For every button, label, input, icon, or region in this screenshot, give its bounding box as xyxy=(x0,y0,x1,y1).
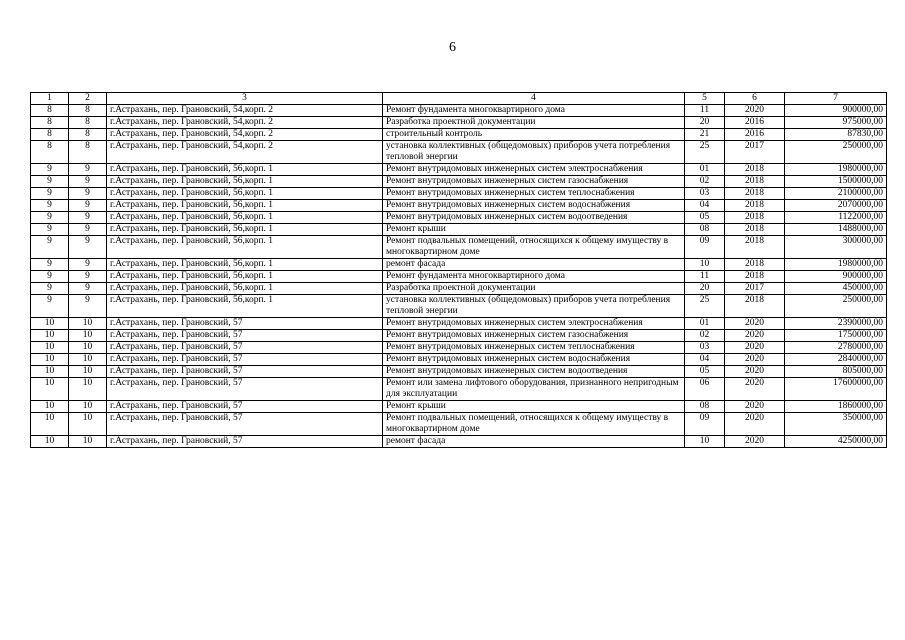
row-index-cell: 10 xyxy=(31,366,69,378)
row-index-cell: 10 xyxy=(31,378,69,401)
house-index-cell: 10 xyxy=(69,330,107,342)
table-row xyxy=(31,105,887,117)
work-type-cell: Ремонт подвальных помещений, относящихся к общему имуществу в многоквартирном доме xyxy=(383,236,685,259)
table-row xyxy=(31,164,887,176)
row-index-cell: 9 xyxy=(31,236,69,259)
work-code-cell: 11 xyxy=(685,105,725,117)
work-code-cell: 01 xyxy=(685,318,725,330)
work-type-cell: Ремонт крыши xyxy=(383,401,685,413)
address-cell: г.Астрахань, пер. Грановский, 56,корп. 1 xyxy=(107,176,383,188)
house-index-cell: 9 xyxy=(69,224,107,236)
address-cell: г.Астрахань, пер. Грановский, 57 xyxy=(107,354,383,366)
house-index-cell: 9 xyxy=(69,295,107,318)
table-row xyxy=(31,271,887,283)
work-type-cell: Ремонт внутридомовых инженерных систем теплоснабжения xyxy=(383,188,685,200)
row-index-cell: 9 xyxy=(31,224,69,236)
address-cell: г.Астрахань, пер. Грановский, 57 xyxy=(107,401,383,413)
table-row xyxy=(31,342,887,354)
cost-cell: 450000,00 xyxy=(785,283,887,295)
work-code-cell: 11 xyxy=(685,271,725,283)
cost-cell: 17600000,00 xyxy=(785,378,887,401)
cost-cell: 1750000,00 xyxy=(785,330,887,342)
cost-cell: 1500000,00 xyxy=(785,176,887,188)
address-cell: г.Астрахань, пер. Грановский, 56,корп. 1 xyxy=(107,283,383,295)
work-type-cell: Ремонт внутридомовых инженерных систем газоснабжения xyxy=(383,330,685,342)
address-cell: г.Астрахань, пер. Грановский, 54,корп. 2 xyxy=(107,117,383,129)
column-number-row xyxy=(31,93,887,105)
column-header: 5 xyxy=(685,93,725,105)
table-row xyxy=(31,330,887,342)
cost-cell: 900000,00 xyxy=(785,105,887,117)
row-index-cell: 10 xyxy=(31,436,69,448)
house-index-cell: 8 xyxy=(69,129,107,141)
table-row xyxy=(31,224,887,236)
house-index-cell: 9 xyxy=(69,212,107,224)
cost-cell: 4250000,00 xyxy=(785,436,887,448)
work-code-cell: 05 xyxy=(685,366,725,378)
year-cell: 2018 xyxy=(725,271,785,283)
cost-cell: 300000,00 xyxy=(785,236,887,259)
table-row xyxy=(31,212,887,224)
house-index-cell: 9 xyxy=(69,259,107,271)
work-type-cell: Разработка проектной документации xyxy=(383,117,685,129)
house-index-cell: 9 xyxy=(69,188,107,200)
house-index-cell: 10 xyxy=(69,436,107,448)
year-cell: 2020 xyxy=(725,378,785,401)
address-cell: г.Астрахань, пер. Грановский, 56,корп. 1 xyxy=(107,224,383,236)
work-code-cell: 21 xyxy=(685,129,725,141)
work-type-cell: установка коллективных (общедомовых) приборов учета потребления тепловой энергии xyxy=(383,295,685,318)
house-index-cell: 10 xyxy=(69,342,107,354)
address-cell: г.Астрахань, пер. Грановский, 57 xyxy=(107,318,383,330)
column-header: 3 xyxy=(107,93,383,105)
house-index-cell: 10 xyxy=(69,354,107,366)
table-row xyxy=(31,318,887,330)
house-index-cell: 9 xyxy=(69,271,107,283)
column-header: 4 xyxy=(383,93,685,105)
work-type-cell: Ремонт фундамента многоквартирного дома xyxy=(383,105,685,117)
table-row xyxy=(31,176,887,188)
house-index-cell: 8 xyxy=(69,117,107,129)
table-row xyxy=(31,117,887,129)
work-type-cell: установка коллективных (общедомовых) приборов учета потребления тепловой энергии xyxy=(383,141,685,164)
year-cell: 2018 xyxy=(725,295,785,318)
house-index-cell: 9 xyxy=(69,176,107,188)
year-cell: 2018 xyxy=(725,212,785,224)
year-cell: 2018 xyxy=(725,200,785,212)
address-cell: г.Астрахань, пер. Грановский, 56,корп. 1 xyxy=(107,295,383,318)
work-code-cell: 20 xyxy=(685,117,725,129)
table-row xyxy=(31,141,887,164)
work-type-cell: Ремонт внутридомовых инженерных систем электроснабжения xyxy=(383,164,685,176)
cost-cell: 250000,00 xyxy=(785,295,887,318)
cost-cell: 2100000,00 xyxy=(785,188,887,200)
page-number: 6 xyxy=(449,40,456,55)
row-index-cell: 8 xyxy=(31,129,69,141)
row-index-cell: 8 xyxy=(31,141,69,164)
year-cell: 2018 xyxy=(725,236,785,259)
house-index-cell: 8 xyxy=(69,105,107,117)
table-row xyxy=(31,378,887,401)
cost-cell: 350000,00 xyxy=(785,413,887,436)
work-type-cell: Ремонт внутридомовых инженерных систем водоотведения xyxy=(383,366,685,378)
row-index-cell: 9 xyxy=(31,283,69,295)
address-cell: г.Астрахань, пер. Грановский, 57 xyxy=(107,342,383,354)
address-cell: г.Астрахань, пер. Грановский, 57 xyxy=(107,366,383,378)
row-index-cell: 9 xyxy=(31,164,69,176)
table-row xyxy=(31,401,887,413)
table-row xyxy=(31,259,887,271)
house-index-cell: 8 xyxy=(69,141,107,164)
work-code-cell: 20 xyxy=(685,283,725,295)
row-index-cell: 9 xyxy=(31,271,69,283)
address-cell: г.Астрахань, пер. Грановский, 56,корп. 1 xyxy=(107,259,383,271)
year-cell: 2016 xyxy=(725,129,785,141)
address-cell: г.Астрахань, пер. Грановский, 54,корп. 2 xyxy=(107,105,383,117)
work-code-cell: 04 xyxy=(685,354,725,366)
year-cell: 2018 xyxy=(725,224,785,236)
year-cell: 2020 xyxy=(725,413,785,436)
row-index-cell: 9 xyxy=(31,259,69,271)
year-cell: 2020 xyxy=(725,318,785,330)
work-code-cell: 10 xyxy=(685,436,725,448)
cost-cell: 2780000,00 xyxy=(785,342,887,354)
house-index-cell: 9 xyxy=(69,200,107,212)
work-code-cell: 01 xyxy=(685,164,725,176)
address-cell: г.Астрахань, пер. Грановский, 57 xyxy=(107,436,383,448)
cost-cell: 1122000,00 xyxy=(785,212,887,224)
work-type-cell: Ремонт или замена лифтового оборудования, признанного непригодным для эксплуатации xyxy=(383,378,685,401)
table-row xyxy=(31,413,887,436)
column-header: 7 xyxy=(785,93,887,105)
address-cell: г.Астрахань, пер. Грановский, 57 xyxy=(107,330,383,342)
work-code-cell: 02 xyxy=(685,330,725,342)
year-cell: 2020 xyxy=(725,105,785,117)
address-cell: г.Астрахань, пер. Грановский, 57 xyxy=(107,378,383,401)
work-code-cell: 02 xyxy=(685,176,725,188)
work-code-cell: 08 xyxy=(685,401,725,413)
row-index-cell: 9 xyxy=(31,200,69,212)
row-index-cell: 10 xyxy=(31,318,69,330)
work-type-cell: ремонт фасада xyxy=(383,259,685,271)
house-index-cell: 9 xyxy=(69,164,107,176)
table-row xyxy=(31,366,887,378)
work-type-cell: Ремонт подвальных помещений, относящихся к общему имуществу в многоквартирном доме xyxy=(383,413,685,436)
address-cell: г.Астрахань, пер. Грановский, 54,корп. 2 xyxy=(107,129,383,141)
table-row xyxy=(31,200,887,212)
address-cell: г.Астрахань, пер. Грановский, 57 xyxy=(107,413,383,436)
cost-cell: 1488000,00 xyxy=(785,224,887,236)
work-code-cell: 03 xyxy=(685,342,725,354)
year-cell: 2020 xyxy=(725,366,785,378)
work-code-cell: 10 xyxy=(685,259,725,271)
year-cell: 2020 xyxy=(725,436,785,448)
year-cell: 2017 xyxy=(725,283,785,295)
address-cell: г.Астрахань, пер. Грановский, 56,корп. 1 xyxy=(107,212,383,224)
work-type-cell: Ремонт внутридомовых инженерных систем водоотведения xyxy=(383,212,685,224)
work-code-cell: 25 xyxy=(685,141,725,164)
work-type-cell: Ремонт фундамента многоквартирного дома xyxy=(383,271,685,283)
work-code-cell: 08 xyxy=(685,224,725,236)
year-cell: 2020 xyxy=(725,342,785,354)
row-index-cell: 10 xyxy=(31,342,69,354)
row-index-cell: 8 xyxy=(31,117,69,129)
cost-cell: 2390000,00 xyxy=(785,318,887,330)
row-index-cell: 9 xyxy=(31,176,69,188)
table-row xyxy=(31,129,887,141)
address-cell: г.Астрахань, пер. Грановский, 56,корп. 1 xyxy=(107,271,383,283)
cost-cell: 1980000,00 xyxy=(785,164,887,176)
table-row xyxy=(31,188,887,200)
cost-cell: 1860000,00 xyxy=(785,401,887,413)
row-index-cell: 10 xyxy=(31,354,69,366)
address-cell: г.Астрахань, пер. Грановский, 54,корп. 2 xyxy=(107,141,383,164)
work-code-cell: 09 xyxy=(685,236,725,259)
work-type-cell: Ремонт внутридомовых инженерных систем электроснабжения xyxy=(383,318,685,330)
work-type-cell: Ремонт крыши xyxy=(383,224,685,236)
work-code-cell: 09 xyxy=(685,413,725,436)
cost-cell: 900000,00 xyxy=(785,271,887,283)
table-row xyxy=(31,236,887,259)
cost-cell: 2840000,00 xyxy=(785,354,887,366)
house-index-cell: 10 xyxy=(69,401,107,413)
table-row xyxy=(31,283,887,295)
work-code-cell: 25 xyxy=(685,295,725,318)
work-code-cell: 03 xyxy=(685,188,725,200)
cost-cell: 2070000,00 xyxy=(785,200,887,212)
house-index-cell: 10 xyxy=(69,318,107,330)
row-index-cell: 9 xyxy=(31,212,69,224)
address-cell: г.Астрахань, пер. Грановский, 56,корп. 1 xyxy=(107,236,383,259)
table-body xyxy=(31,105,887,448)
house-index-cell: 10 xyxy=(69,366,107,378)
year-cell: 2018 xyxy=(725,164,785,176)
row-index-cell: 9 xyxy=(31,188,69,200)
row-index-cell: 10 xyxy=(31,330,69,342)
table-row xyxy=(31,295,887,318)
work-type-cell: Ремонт внутридомовых инженерных систем газоснабжения xyxy=(383,176,685,188)
column-header: 2 xyxy=(69,93,107,105)
house-index-cell: 10 xyxy=(69,413,107,436)
work-code-cell: 04 xyxy=(685,200,725,212)
work-type-cell: ремонт фасада xyxy=(383,436,685,448)
address-cell: г.Астрахань, пер. Грановский, 56,корп. 1 xyxy=(107,188,383,200)
house-index-cell: 9 xyxy=(69,236,107,259)
address-cell: г.Астрахань, пер. Грановский, 56,корп. 1 xyxy=(107,200,383,212)
row-index-cell: 8 xyxy=(31,105,69,117)
table-row xyxy=(31,354,887,366)
work-type-cell: Ремонт внутридомовых инженерных систем теплоснабжения xyxy=(383,342,685,354)
year-cell: 2018 xyxy=(725,259,785,271)
column-header: 1 xyxy=(31,93,69,105)
row-index-cell: 9 xyxy=(31,295,69,318)
year-cell: 2020 xyxy=(725,354,785,366)
year-cell: 2016 xyxy=(725,117,785,129)
cost-cell: 1980000,00 xyxy=(785,259,887,271)
work-code-cell: 05 xyxy=(685,212,725,224)
year-cell: 2020 xyxy=(725,330,785,342)
year-cell: 2020 xyxy=(725,401,785,413)
year-cell: 2018 xyxy=(725,188,785,200)
year-cell: 2018 xyxy=(725,176,785,188)
house-index-cell: 9 xyxy=(69,283,107,295)
work-type-cell: Разработка проектной документации xyxy=(383,283,685,295)
column-header: 6 xyxy=(725,93,785,105)
repair-schedule-table xyxy=(30,92,887,448)
row-index-cell: 10 xyxy=(31,413,69,436)
cost-cell: 250000,00 xyxy=(785,141,887,164)
cost-cell: 975000,00 xyxy=(785,117,887,129)
table-row xyxy=(31,436,887,448)
cost-cell: 805000,00 xyxy=(785,366,887,378)
year-cell: 2017 xyxy=(725,141,785,164)
cost-cell: 87830,00 xyxy=(785,129,887,141)
row-index-cell: 10 xyxy=(31,401,69,413)
work-type-cell: строительный контроль xyxy=(383,129,685,141)
house-index-cell: 10 xyxy=(69,378,107,401)
address-cell: г.Астрахань, пер. Грановский, 56,корп. 1 xyxy=(107,164,383,176)
work-code-cell: 06 xyxy=(685,378,725,401)
work-type-cell: Ремонт внутридомовых инженерных систем водоснабжения xyxy=(383,200,685,212)
work-type-cell: Ремонт внутридомовых инженерных систем водоснабжения xyxy=(383,354,685,366)
